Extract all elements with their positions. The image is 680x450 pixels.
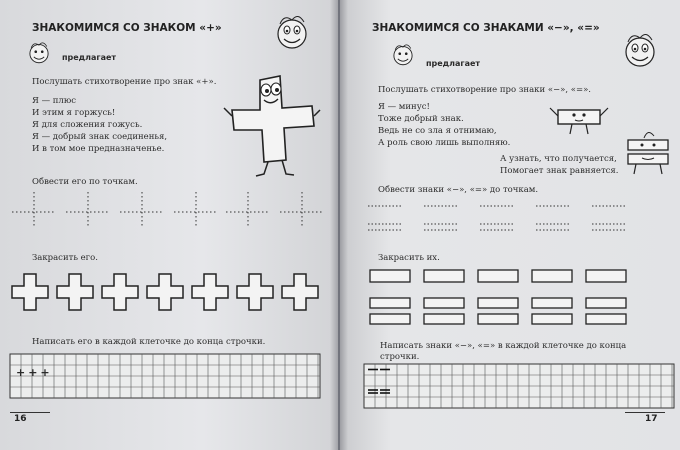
page-rule bbox=[10, 412, 50, 413]
book-gutter bbox=[330, 0, 348, 450]
poem-line: Я для сложения гожусь. bbox=[32, 120, 143, 130]
poem-line: А узнать, что получается, bbox=[500, 154, 617, 164]
right-page bbox=[340, 0, 680, 450]
color-instruction: Закрасить его. bbox=[32, 253, 98, 263]
grid-sample-signs: +++ bbox=[16, 366, 53, 379]
writing-grid bbox=[10, 354, 322, 400]
poem-line: И этим я горжусь! bbox=[32, 108, 116, 118]
listen-instruction: Послушать стихотворение про знаки «−», «=». bbox=[378, 85, 591, 95]
suggests-label: предлагает bbox=[62, 53, 117, 62]
color-instruction: Закрасить их. bbox=[378, 253, 440, 263]
smiley-face-icon bbox=[620, 30, 660, 70]
poem-line: И в том мое предназначенье. bbox=[32, 144, 165, 154]
trace-instruction: Обвести знаки «−», «=» до точкам. bbox=[378, 185, 539, 195]
smiley-face-icon bbox=[390, 42, 416, 68]
smiley-face-icon bbox=[272, 12, 312, 52]
write-instruction: Написать его в каждой клеточке до конца строчки. bbox=[32, 337, 266, 347]
listen-instruction: Послушать стихотворение про знак «+». bbox=[32, 77, 217, 87]
writing-grid bbox=[364, 364, 676, 410]
smiley-face-icon bbox=[26, 40, 52, 66]
page-number: 17 bbox=[645, 414, 658, 424]
poem-line: Тоже добрый знак. bbox=[378, 114, 464, 124]
outlined-signs-rows bbox=[340, 266, 680, 330]
left-page bbox=[0, 0, 338, 450]
poem-line: Я — плюс bbox=[32, 96, 76, 106]
poem-line: Я — добрый знак соединенья, bbox=[32, 132, 168, 142]
suggests-label: предлагает bbox=[426, 59, 481, 68]
poem-line: Помогает знак равняется. bbox=[500, 166, 619, 176]
page-rule bbox=[625, 412, 665, 413]
left-page-title: ЗНАКОМИМСЯ СО ЗНАКОМ «+» bbox=[32, 22, 222, 34]
minus-character-illustration bbox=[548, 98, 614, 138]
outlined-plus-row bbox=[0, 270, 338, 316]
poem-line: Я — минус! bbox=[378, 102, 430, 112]
equals-character-illustration bbox=[622, 128, 676, 178]
right-page-title: ЗНАКОМИМСЯ СО ЗНАКАМИ «−», «=» bbox=[372, 22, 600, 34]
trace-instruction: Обвести его по точкам. bbox=[32, 177, 138, 187]
write-instruction-cont: строчки. bbox=[380, 352, 420, 362]
poem-line: А роль свою лишь выполняю. bbox=[378, 138, 511, 148]
dotted-signs-rows bbox=[340, 198, 680, 238]
poem-line: Ведь не со зла я отнимаю, bbox=[378, 126, 497, 136]
write-instruction: Написать знаки «−», «=» в каждой клеточке до конца bbox=[380, 341, 627, 351]
page-number: 16 bbox=[14, 414, 27, 424]
plus-character-illustration bbox=[228, 68, 318, 178]
dotted-plus-row bbox=[0, 190, 338, 230]
